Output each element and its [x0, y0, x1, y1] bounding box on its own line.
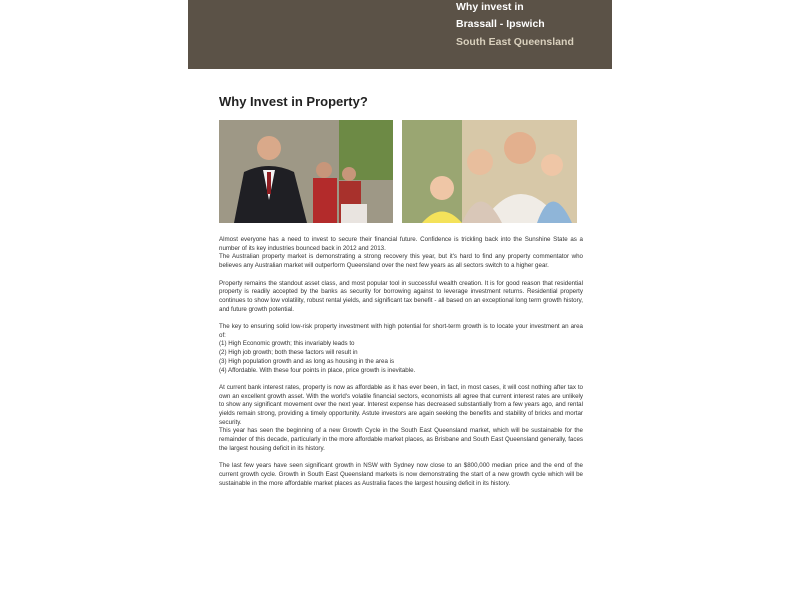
paragraph: The Australian property market is demonstrating a strong recovery this year, but it's hard to find any property commentator who believes any Australian market will outperform Queensland over the next few years as all sectors switch to a higher gear.: [219, 253, 583, 270]
header-banner: [188, 0, 612, 69]
agent-photo: [219, 120, 393, 223]
paragraph: The key to ensuring solid low-risk property investment with high potential for short-term growth is to locate your investment an area of:: [219, 323, 583, 339]
family-photo: [402, 120, 577, 223]
paragraph: At current bank interest rates, property is now as affordable as it has ever been, in fact, in most cases, it will cost nothing after tax to own an excellent growth asset. With the world's volatile financial sectors, economists all agree that current interest rates are unlikely to show any significant movement over the next year. Interest expense has decreased substantially from a few years ago, and rental yields remain strong, providing a timely opportunity. Astute investors are again seeking the benefits and stability of bricks and mortar security.: [219, 383, 583, 426]
list-item: (4) Affordable. With these four points in place, price growth is inevitable.: [219, 366, 416, 374]
paragraph: The last few years have seen significant growth in NSW with Sydney now close to an $800,000 median price and the end of the current growth cycle. Growth in South East Queensland markets is now demonstrating the start of a new growth cycle which will be sustainable in the more affordable market places as Australia faces the largest housing deficit in its history.: [219, 462, 583, 487]
list-item: (1) High Economic growth; this invariably leads to: [219, 340, 355, 348]
banner-line-3: South East Queensland: [456, 36, 574, 48]
list-item: (3) High population growth and as long as housing in the area is: [219, 357, 395, 365]
paragraph: Property remains the standout asset class, and most popular tool in successful wealth creation. It is for good reason that residential property is readily accepted by the banks as security for borrowing against to leverage investment returns. Residential property continues to show low volatility, robust rental yields, and significant tax benefit - all based on an exceptional long term growth history, and future growth potential.: [219, 279, 583, 313]
banner-line-1: Why invest in: [456, 1, 524, 13]
list-item: (2) High job growth; both these factors will result in: [219, 349, 358, 357]
page-title: Why Invest in Property?: [219, 94, 368, 109]
banner-line-2: Brassall - Ipswich: [456, 18, 545, 30]
paragraph: Almost everyone has a need to invest to secure their financial future. Confidence is trickling back into the Sunshine State as a number of its key industries bounced back in 2012 and 2013.: [219, 236, 583, 252]
article-body: [219, 236, 583, 488]
paragraph: This year has seen the beginning of a new Growth Cycle in the South East Queensland market, which will be sustainable for the remainder of this decade, particularly in the more affordable market places, as Brisbane and South East Queensland generally, faces the largest housing deficit in its history.: [219, 427, 583, 452]
